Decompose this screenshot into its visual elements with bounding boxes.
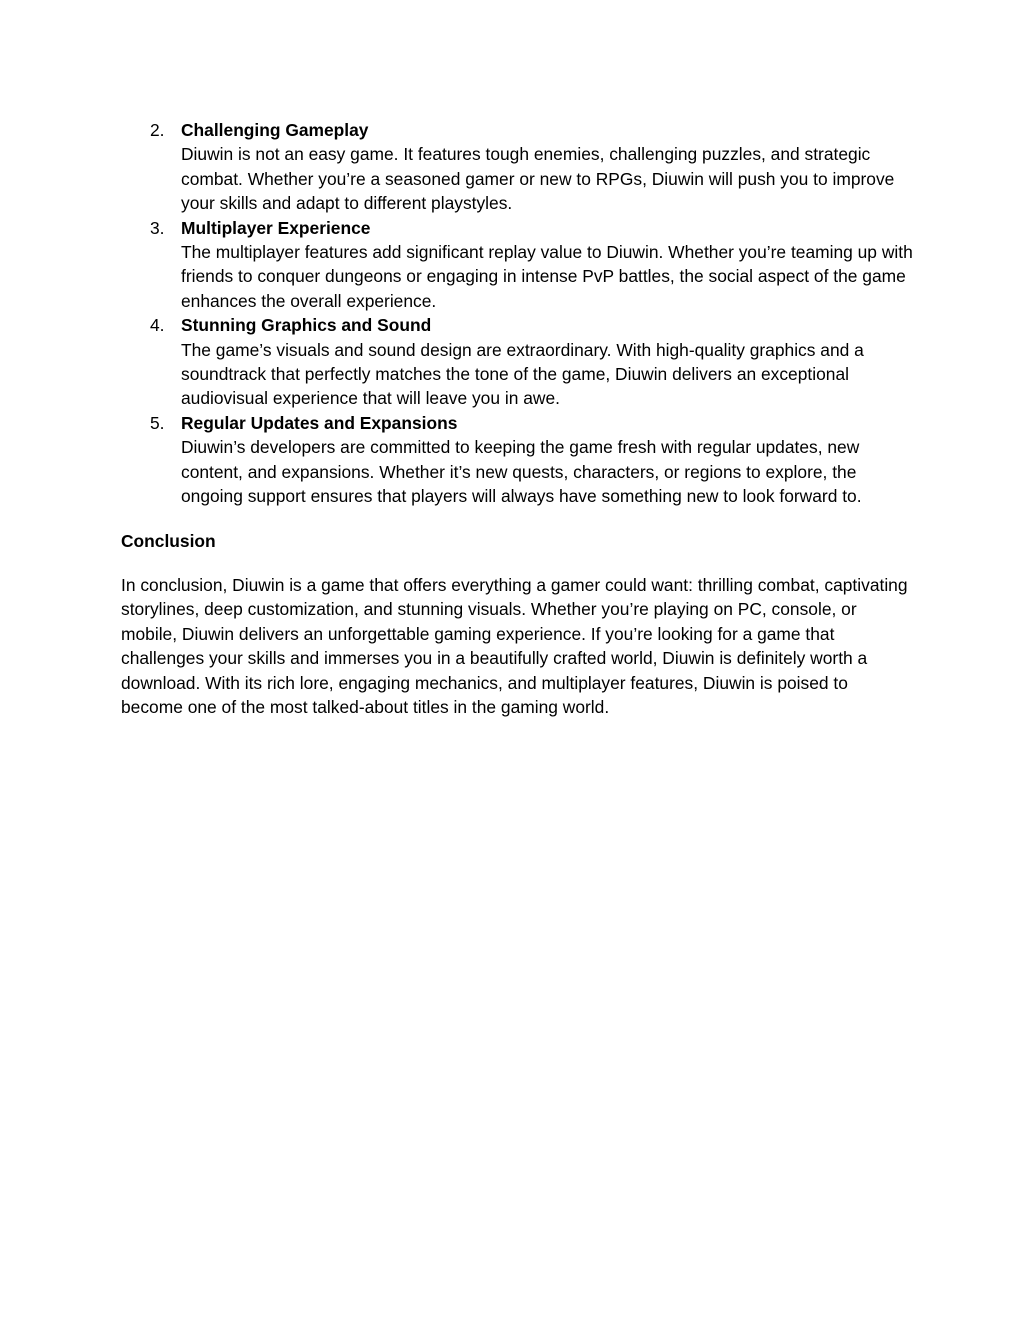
- list-item-number: 2.: [150, 120, 165, 140]
- list-item: [121, 313, 921, 411]
- list-item-title: Regular Updates and Expansions: [181, 412, 458, 433]
- feature-list: [121, 118, 921, 509]
- conclusion-paragraph: In conclusion, Diuwin is a game that offers everything a gamer could want: thrilling combat, captivating storylines, deep customization, and stunning visuals. Whether you’re playing on PC, console, or mobile, Diuwin delivers an unforgettable gaming experience. If you’re looking for a game that challenges your skills and immerses you in a beautifully crafted world, Diuwin is definitely worth a download. With its rich lore, engaging mechanics, and multiplayer features, Diuwin is poised to become one of the most talked-about titles in the gaming world.: [121, 574, 908, 717]
- list-item-number: 5.: [150, 412, 165, 433]
- document-content: [121, 118, 921, 719]
- list-item-body: Diuwin’s developers are committed to keeping the game fresh with regular updates, new content, and expansions. Whether it’s new quests, characters, or regions to explore, the ongoing support ensures that players will always have something new to look forward to.: [181, 437, 862, 507]
- list-item-body: Diuwin is not an easy game. It features tough enemies, challenging puzzles, and strategic combat. Whether you’re a seasoned gamer or new to RPGs, Diuwin will push you to improve your skills and adapt to different playstyles.: [181, 144, 895, 214]
- list-item-title: Challenging Gameplay: [181, 120, 369, 140]
- list-item-number: 3.: [150, 217, 165, 238]
- list-item: [121, 411, 921, 509]
- list-item-title: Stunning Graphics and Sound: [181, 315, 432, 336]
- list-item-body: The game’s visuals and sound design are extraordinary. With high-quality graphics and a soundtrack that perfectly matches the tone of the game, Diuwin delivers an exceptional audiovisual experience that will leave you in awe.: [181, 339, 864, 409]
- conclusion-heading: Conclusion: [121, 530, 216, 551]
- list-item-number: 4.: [150, 315, 165, 336]
- list-item: [121, 118, 921, 216]
- list-item-title: Multiplayer Experience: [181, 217, 371, 238]
- list-item: [121, 216, 921, 314]
- list-item-body: The multiplayer features add significant replay value to Diuwin. Whether you’re teaming up with friends to conquer dungeons or engaging in intense PvP battles, the social aspect of the game enhances the overall experience.: [181, 242, 913, 311]
